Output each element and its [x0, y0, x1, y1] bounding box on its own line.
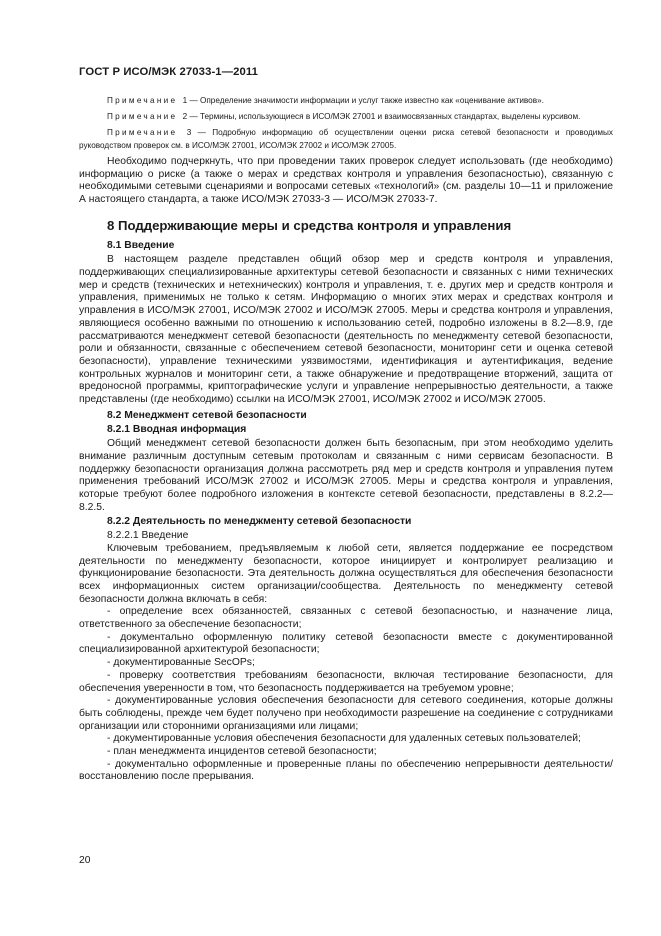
section-8-1-heading: 8.1 Введение	[107, 239, 175, 251]
list-item: - документированные условия обеспечения безопасности для сетевого соединения, которые должны быть соблюдены, прежде чем будет получено при необходимости разрешение на соединение с сотрудниками организации или сторонними организациями или лицами;	[79, 695, 613, 732]
list-item: - определение всех обязанностей, связанных с сетевой безопасностью, и назначение лица, ответственного за обеспечение безопасности;	[79, 606, 613, 631]
section-8-1-paragraph: В настоящем разделе представлен общий обзор мер и средств контроля и управления, поддерживающих специализированные архитектуры сетевой безопасности и связанных с ними технических мер и средств (технических и нетехнических) контроля и управления, т. е. других мер и средств контроля и управления, применимых не только к сетям. Информацию о многих этих мерах и средствах контроля и управления в ИСО/МЭК 27001, ИСО/МЭК 27002 и ИСО/МЭК 27005. Меры и средства контроля и управления, являющиеся особенно важными по отношению к использованию сетей, подробно изложены в 8.2—8.9, где рассматриваются менеджмент сетевой безопасности (деятельность по менеджменту сетевой безопасности, роли и обязанности, связанные с обеспечением сетевой безопасности, мониторинг сети и оценка сетевой безопасности), управление техническими уязвимостями, идентификация и аутентификация, ведение контрольных журналов и мониторинг сети, а также обнаружение и предотвращение вторжений, защита от вредоносной программы, криптографические услуги и управление непрерывностью деятельности, а также представлены (где необходимо) ссылки на ИСО/МЭК 27001, ИСО/МЭК 27002 и ИСО/МЭК 27005.	[79, 254, 613, 406]
section-8-heading: 8 Поддерживающие меры и средства контроля и управления	[107, 217, 512, 233]
list-item: - документированные SecOPs;	[107, 657, 255, 669]
list-item: - проверку соответствия требованиям безопасности, включая тестирование безопасности, для обеспечения уверенности в том, что безопасность поддерживается на требуемом уровне;	[79, 669, 613, 694]
note-text: 1 — Определение значимости информации и услуг также известно как «оценивание активов».	[182, 96, 544, 105]
intro-paragraph: Необходимо подчеркнуть, что при проведении таких проверок следует использовать (где необходимо) информацию о риске (а также о мерах и средствах контроля и управления безопасностью), связанную с необходимыми сетевыми сценариями и вопросами сетевых «технологий» (см. разделы 10—11 и приложение А настоящего стандарта, а также ИСО/МЭК 27033-3 — ИСО/МЭК 27033-7.	[79, 155, 613, 205]
note-text: 2 — Термины, использующиеся в ИСО/МЭК 27001 и взаимосвязанных стандартах, выделены курсивом.	[182, 112, 581, 122]
section-8-2-heading: 8.2 Менеджмент сетевой безопасности	[107, 409, 307, 421]
list-item: - документально оформленные и проверенные планы по обеспечению непрерывности деятельности/восстановлению после прерывания.	[79, 758, 613, 783]
note-text: 3 — Подробную информацию об осуществлении оценки риска сетевой безопасности и проводимых руководством проверок см. в ИСО/МЭК 27001, ИСО/МЭК 27002 и ИСО/МЭК 27005.	[79, 128, 613, 150]
note-label: Примечание	[107, 128, 178, 138]
note-3	[79, 127, 613, 151]
note-1	[79, 95, 613, 107]
section-8-2-2-1-paragraph: Ключевым требованием, предъявляемым к любой сети, является поддержание ее посредством деятельности по менеджменту безопасности, которое инициирует и контролирует реализацию и функционирование безопасности. Эта деятельность должна осуществляться для обеспечения безопасности всех информационных систем организации/сообщества. Деятельность по менеджменту сетевой безопасности должна включать в себя:	[79, 542, 613, 605]
note-label: Примечание	[107, 96, 178, 105]
standard-header: ГОСТ Р ИСО/МЭК 27033-1—2011	[79, 66, 258, 78]
page-number: 20	[79, 855, 91, 866]
note-2	[79, 111, 613, 123]
list-item: - документированные условия обеспечения безопасности для удаленных сетевых пользователей;	[107, 733, 581, 745]
section-8-2-1-paragraph: Общий менеджмент сетевой безопасности должен быть безопасным, при этом необходимо уделить внимание различным доступным сетевым протоколам и связанным с ними сервисам безопасности. В поддержку безопасности организация должна рассмотреть ряд мер и средств контроля и управления путем применения требований ИСО/МЭК 27002 и ИСО/МЭК 27005. Меры и средства контроля и управления, которые требуют более подробного изложения в контексте сетевой безопасности, представлены в 8.2.2—8.2.5.	[79, 438, 613, 513]
section-8-2-2-heading: 8.2.2 Деятельность по менеджменту сетевой безопасности	[107, 516, 412, 528]
section-8-2-1-heading: 8.2.1 Вводная информация	[107, 424, 247, 436]
note-label: Примечание	[107, 112, 178, 122]
section-8-2-2-1-heading: 8.2.2.1 Введение	[107, 530, 189, 542]
list-item: - документально оформленную политику сетевой безопасности вместе с документированной специализированной архитектурой безопасности;	[79, 631, 613, 656]
page-body	[79, 95, 613, 784]
list-item: - план менеджмента инцидентов сетевой безопасности;	[107, 746, 377, 758]
